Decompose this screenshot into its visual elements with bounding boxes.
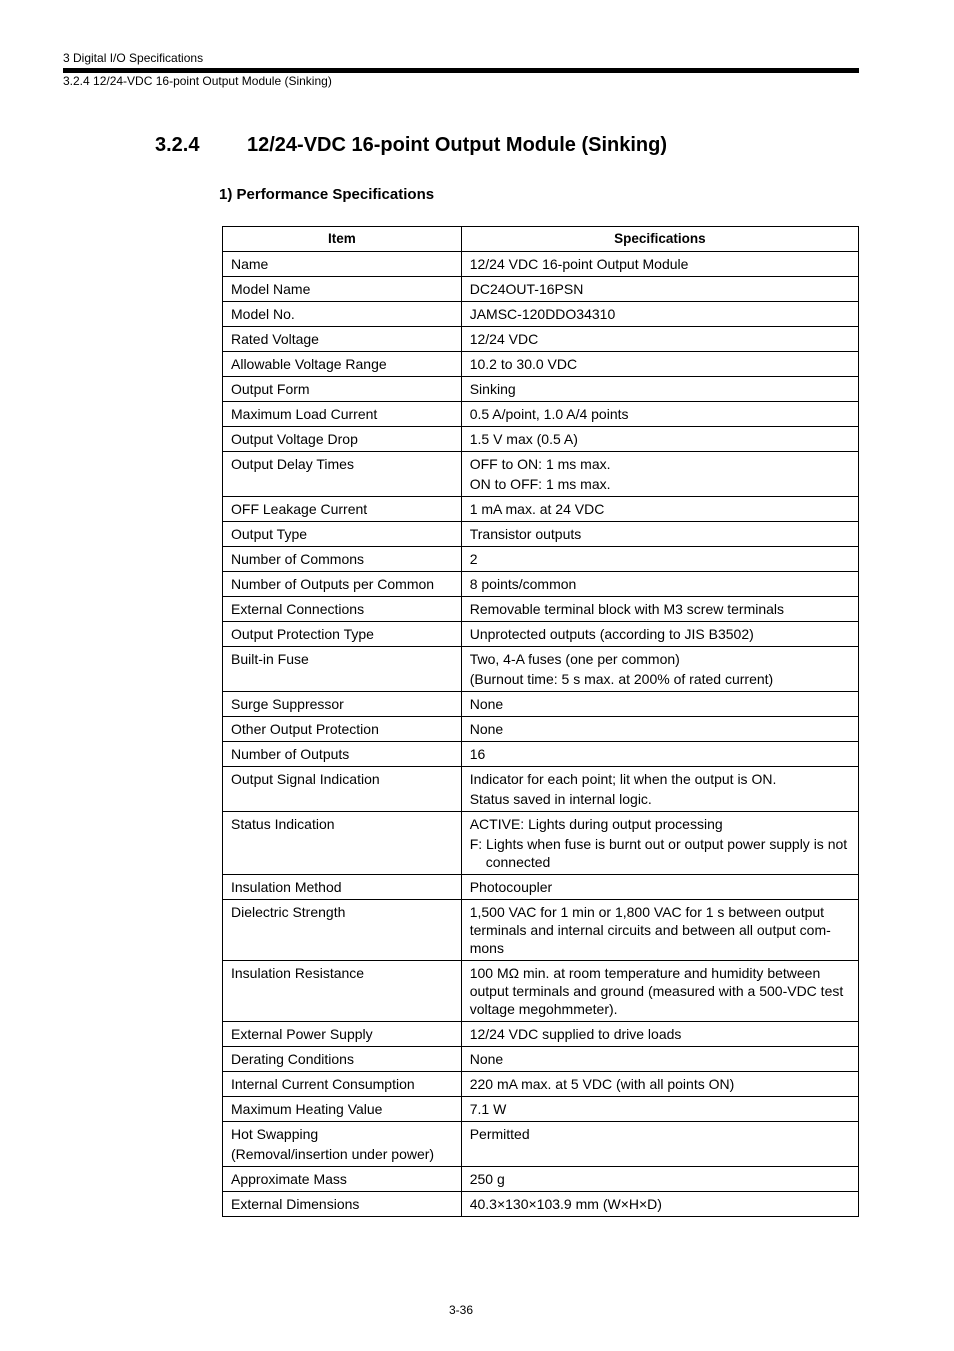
spec-cell: [461, 622, 858, 647]
cell-text: JAMSC-120DDO34310: [469, 306, 616, 322]
table-row: [223, 767, 859, 812]
cell-text: Model No.: [231, 306, 295, 322]
cell-text: Insulation Method: [231, 879, 342, 895]
spec-cell: [461, 522, 858, 547]
table-row: [223, 377, 859, 402]
cell-text: OFF to ON: 1 ms max.: [469, 456, 611, 472]
spec-cell: [461, 327, 858, 352]
running-header-chapter: 3 Digital I/O Specifications: [63, 51, 204, 65]
spec-cell: [461, 597, 858, 622]
spec-cell: [461, 402, 858, 427]
cell-text: Maximum Load Current: [231, 406, 378, 422]
table-row: [223, 402, 859, 427]
item-cell: [223, 1192, 462, 1217]
item-cell: [223, 900, 462, 961]
section-title: 12/24-VDC 16-point Output Module (Sinking): [247, 134, 667, 156]
cell-text: 12/24 VDC 16-point Output Module: [469, 256, 689, 272]
cell-text: External Connections: [231, 601, 365, 617]
cell-text: Sinking: [469, 381, 516, 397]
cell-text: Output Delay Times: [231, 456, 354, 472]
cell-text: 0.5 A/point, 1.0 A/4 points: [469, 406, 629, 422]
table-row: [223, 1047, 859, 1072]
spec-cell: [461, 1192, 858, 1217]
item-cell: [223, 622, 462, 647]
item-cell: [223, 1072, 462, 1097]
column-header-specifications: Specifications: [461, 227, 858, 252]
cell-text: Unprotected outputs (according to JIS B3502): [469, 626, 754, 642]
item-cell: [223, 572, 462, 597]
cell-text: (Burnout time: 5 s max. at 200% of rated current): [469, 671, 774, 687]
item-cell: [223, 547, 462, 572]
table-row: [223, 497, 859, 522]
item-cell: [223, 497, 462, 522]
spec-cell: [461, 302, 858, 327]
cell-text: Number of Outputs per Common: [231, 576, 435, 592]
item-cell: [223, 1097, 462, 1122]
item-cell: [223, 961, 462, 1022]
cell-text: 220 mA max. at 5 VDC (with all points ON): [469, 1076, 735, 1092]
table-row: [223, 427, 859, 452]
cell-text: 1.5 V max (0.5 A): [469, 431, 578, 447]
cell-text: 40.3×130×103.9 mm (W×H×D): [469, 1196, 662, 1212]
cell-text: Rated Voltage: [231, 331, 319, 347]
spec-cell: [461, 252, 858, 277]
item-cell: [223, 522, 462, 547]
cell-text: 2: [469, 551, 478, 567]
cell-text: Permitted: [469, 1126, 530, 1142]
cell-text: Transistor outputs: [469, 526, 582, 542]
item-cell: [223, 302, 462, 327]
spec-cell: [461, 1122, 858, 1167]
cell-text: Output Signal Indication: [231, 771, 380, 787]
cell-text: 1,500 VAC for 1 min or 1,800 VAC for 1 s between output terminals and internal circuits and between all output com-mons: [469, 904, 831, 956]
spec-cell: [461, 377, 858, 402]
item-cell: [223, 597, 462, 622]
cell-text: Removable terminal block with M3 screw terminals: [469, 601, 785, 617]
spec-cell: [461, 742, 858, 767]
cell-text: Model Name: [231, 281, 311, 297]
cell-text: Number of Outputs: [231, 746, 350, 762]
table-row: [223, 875, 859, 900]
table-row: [223, 597, 859, 622]
cell-text: Status saved in internal logic.: [469, 791, 652, 807]
cell-text: Photocoupler: [469, 879, 553, 895]
spec-cell: [461, 497, 858, 522]
cell-text: Insulation Resistance: [231, 965, 365, 981]
item-cell: [223, 1167, 462, 1192]
cell-text: Built-in Fuse: [231, 651, 309, 667]
cell-text: Output Form: [231, 381, 310, 397]
section-heading: [155, 134, 667, 157]
spec-cell: [461, 352, 858, 377]
item-cell: [223, 717, 462, 742]
cell-text: Output Protection Type: [231, 626, 374, 642]
item-cell: [223, 767, 462, 812]
item-cell: [223, 252, 462, 277]
column-header-item: Item: [223, 227, 462, 252]
spec-cell: [461, 1072, 858, 1097]
table-row: [223, 900, 859, 961]
section-number: 3.2.4: [155, 134, 200, 156]
spec-cell: [461, 572, 858, 597]
item-cell: [223, 427, 462, 452]
cell-text: (Removal/insertion under power): [231, 1146, 435, 1162]
table-row: [223, 1192, 859, 1217]
cell-text: None: [469, 696, 504, 712]
table-row: [223, 327, 859, 352]
cell-text: Status Indication: [231, 816, 335, 832]
running-header-section: 3.2.4 12/24-VDC 16-point Output Module (Sinking): [63, 74, 332, 88]
table-row: [223, 1122, 859, 1167]
cell-text: 100 MΩ min. at room temperature and humidity between output terminals and ground (measured with a 500-VDC test voltage megohmmeter).: [469, 965, 844, 1017]
cell-text: Other Output Protection: [231, 721, 379, 737]
table-row: [223, 522, 859, 547]
spec-cell: [461, 1047, 858, 1072]
table-row: [223, 277, 859, 302]
item-cell: [223, 452, 462, 497]
item-cell: [223, 352, 462, 377]
table-body: [223, 252, 859, 1217]
cell-text: 12/24 VDC: [469, 331, 539, 347]
table-row: [223, 961, 859, 1022]
table-row: [223, 812, 859, 875]
cell-text: ACTIVE: Lights during output processing: [469, 816, 723, 832]
table-row: [223, 717, 859, 742]
spec-cell: [461, 277, 858, 302]
cell-text: Derating Conditions: [231, 1051, 354, 1067]
cell-text: F: Lights when fuse is burnt out or output power supply is not connected: [469, 836, 848, 870]
table-row: [223, 742, 859, 767]
table-row: [223, 622, 859, 647]
item-cell: [223, 812, 462, 875]
spec-cell: [461, 692, 858, 717]
cell-text: 250 g: [469, 1171, 505, 1187]
header-rule: [63, 68, 859, 73]
cell-text: None: [469, 721, 504, 737]
cell-text: Internal Current Consumption: [231, 1076, 415, 1092]
cell-text: OFF Leakage Current: [231, 501, 368, 517]
cell-text: External Power Supply: [231, 1026, 373, 1042]
spec-cell: [461, 647, 858, 692]
item-cell: [223, 402, 462, 427]
cell-text: Indicator for each point; lit when the output is ON.: [469, 771, 777, 787]
item-cell: [223, 1047, 462, 1072]
item-cell: [223, 742, 462, 767]
cell-text: Name: [231, 256, 269, 272]
table-row: [223, 302, 859, 327]
table-row: [223, 572, 859, 597]
cell-text: 10.2 to 30.0 VDC: [469, 356, 578, 372]
cell-text: Hot Swapping: [231, 1126, 319, 1142]
spec-cell: [461, 717, 858, 742]
cell-text: 7.1 W: [469, 1101, 507, 1117]
spec-cell: [461, 875, 858, 900]
table-row: [223, 647, 859, 692]
table-row: [223, 1167, 859, 1192]
cell-text: Approximate Mass: [231, 1171, 347, 1187]
cell-text: External Dimensions: [231, 1196, 360, 1212]
spec-cell: [461, 427, 858, 452]
cell-text: ON to OFF: 1 ms max.: [469, 476, 611, 492]
table-row: [223, 1097, 859, 1122]
table-row: [223, 352, 859, 377]
table-row: [223, 547, 859, 572]
spec-cell: [461, 547, 858, 572]
cell-text: Output Type: [231, 526, 308, 542]
table-row: [223, 1072, 859, 1097]
subsection-heading: 1) Performance Specifications: [219, 186, 435, 203]
item-cell: [223, 875, 462, 900]
spec-cell: [461, 1097, 858, 1122]
spec-cell: [461, 767, 858, 812]
table-row: [223, 252, 859, 277]
table-header-row: [223, 227, 859, 252]
cell-text: 12/24 VDC supplied to drive loads: [469, 1026, 682, 1042]
spec-cell: [461, 900, 858, 961]
cell-text: Surge Suppressor: [231, 696, 344, 712]
item-cell: [223, 1022, 462, 1047]
cell-text: None: [469, 1051, 504, 1067]
page-number: 3-36: [448, 1303, 474, 1317]
table-row: [223, 692, 859, 717]
cell-text: Number of Commons: [231, 551, 365, 567]
item-cell: [223, 277, 462, 302]
cell-text: 8 points/common: [469, 576, 577, 592]
cell-text: 1 mA max. at 24 VDC: [469, 501, 605, 517]
cell-text: 16: [469, 746, 486, 762]
cell-text: Maximum Heating Value: [231, 1101, 383, 1117]
performance-spec-table: [222, 226, 859, 1217]
spec-cell: [461, 961, 858, 1022]
item-cell: [223, 692, 462, 717]
item-cell: [223, 327, 462, 352]
cell-text: Output Voltage Drop: [231, 431, 358, 447]
cell-text: Allowable Voltage Range: [231, 356, 387, 372]
cell-text: Two, 4-A fuses (one per common): [469, 651, 680, 667]
spec-cell: [461, 812, 858, 875]
spec-cell: [461, 452, 858, 497]
cell-text: Dielectric Strength: [231, 904, 346, 920]
spec-cell: [461, 1022, 858, 1047]
table-row: [223, 1022, 859, 1047]
item-cell: [223, 647, 462, 692]
cell-text: DC24OUT-16PSN: [469, 281, 584, 297]
spec-cell: [461, 1167, 858, 1192]
table-row: [223, 452, 859, 497]
item-cell: [223, 1122, 462, 1167]
item-cell: [223, 377, 462, 402]
